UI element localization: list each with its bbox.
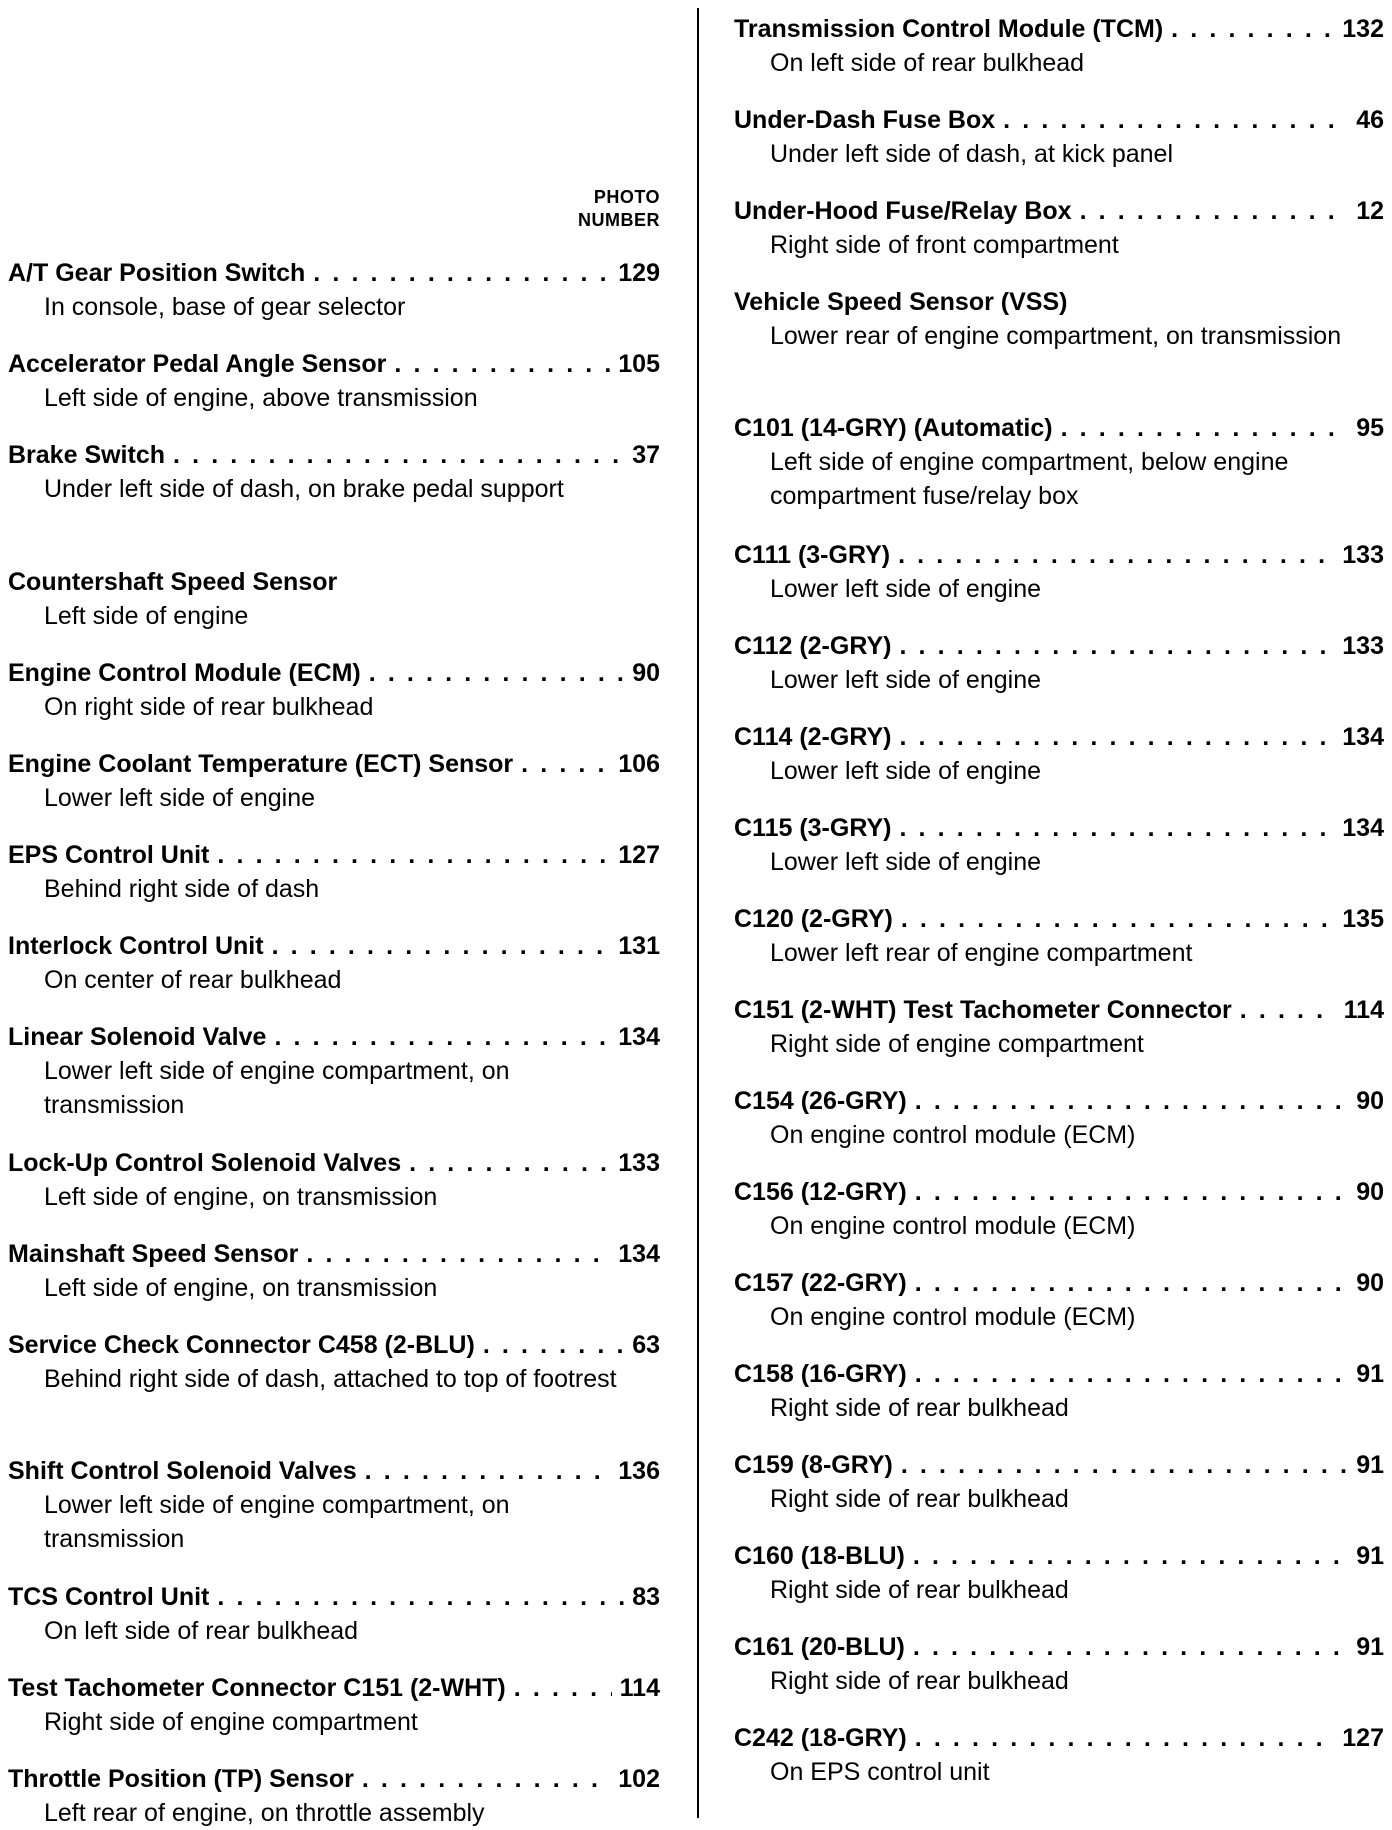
photo-number: 83 (632, 1583, 660, 1611)
entry-title-row (8, 1454, 660, 1488)
dot-leader (915, 1357, 1348, 1391)
location-entry (8, 256, 660, 324)
component-location: On engine control module (ECM) (770, 1121, 1136, 1149)
component-name: EPS Control Unit (8, 841, 210, 869)
photo-number: 102 (618, 1765, 660, 1793)
photo-number: 91 (1356, 1360, 1384, 1388)
component-location: On EPS control unit (770, 1758, 990, 1786)
entry-title-row (734, 1175, 1384, 1209)
location-entry (8, 347, 660, 415)
component-name: Accelerator Pedal Angle Sensor (8, 350, 387, 378)
entry-title-row (734, 1539, 1384, 1573)
component-location: Lower left side of engine (44, 784, 316, 812)
dot-leader (898, 538, 1334, 572)
component-location: Lower left side of engine (770, 666, 1042, 694)
dot-leader (306, 1237, 610, 1271)
entry-title-row (8, 1762, 660, 1796)
entry-title-row (8, 347, 660, 381)
component-location: On center of rear bulkhead (44, 966, 342, 994)
location-entry (734, 538, 1384, 606)
entry-title-row (734, 1448, 1384, 1482)
component-name: C161 (20-BLU) (734, 1633, 905, 1661)
component-name: Service Check Connector C458 (2-BLU) (8, 1331, 475, 1359)
component-location: Lower left side of engine (770, 575, 1042, 603)
component-name: TCS Control Unit (8, 1583, 210, 1611)
photo-number: 136 (618, 1457, 660, 1485)
component-name: Shift Control Solenoid Valves (8, 1457, 357, 1485)
component-location: Left side of engine, above transmission (44, 384, 478, 412)
photo-number: 134 (618, 1023, 660, 1051)
photo-number: 91 (1356, 1633, 1384, 1661)
photo-number: 131 (618, 932, 660, 960)
entry-title-row (734, 194, 1384, 228)
component-name: Brake Switch (8, 441, 166, 469)
location-entry (8, 1146, 660, 1214)
location-entry (734, 1539, 1384, 1607)
photo-number: 90 (632, 659, 660, 687)
photo-number: 135 (1342, 905, 1384, 933)
location-entry (734, 1630, 1384, 1698)
component-location: Right side of rear bulkhead (770, 1667, 1069, 1695)
entry-title-row (734, 538, 1384, 572)
entry-title-row (8, 1146, 660, 1180)
component-name: C154 (26-GRY) (734, 1087, 907, 1115)
dot-leader (394, 347, 610, 381)
photo-number: 133 (618, 1149, 660, 1177)
dot-leader (173, 438, 624, 472)
component-name: Interlock Control Unit (8, 932, 264, 960)
photo-number: 114 (619, 1674, 660, 1702)
location-entry (734, 194, 1384, 262)
dot-leader (362, 1762, 610, 1796)
dot-leader (217, 838, 610, 872)
component-name: C101 (14-GRY) (Automatic) (734, 414, 1053, 442)
component-location: On engine control module (ECM) (770, 1212, 1136, 1240)
entry-title-row (734, 1266, 1384, 1300)
location-entry (734, 902, 1384, 970)
location-entry (734, 12, 1384, 80)
component-name: Under-Dash Fuse Box (734, 106, 996, 134)
photo-header-line2: NUMBER (578, 210, 660, 230)
location-entry (734, 629, 1384, 697)
component-name: C120 (2-GRY) (734, 905, 893, 933)
component-location: On left side of rear bulkhead (770, 49, 1085, 77)
dot-leader (1080, 194, 1349, 228)
entry-title-row (734, 1630, 1384, 1664)
component-name: C111 (3-GRY) (734, 541, 891, 569)
location-entry (8, 747, 660, 815)
entry-title-row (734, 629, 1384, 663)
entry-title-row (8, 1580, 660, 1614)
entry-title-row (8, 929, 660, 963)
component-location: Lower left side of engine (770, 757, 1042, 785)
location-entry (734, 993, 1384, 1061)
dot-leader (409, 1146, 610, 1180)
entry-title-row (8, 1237, 660, 1271)
photo-number: 133 (1342, 632, 1384, 660)
entry-title-row (734, 720, 1384, 754)
component-location: Behind right side of dash (44, 875, 320, 903)
entry-title-row (8, 1671, 660, 1705)
location-entry (734, 1084, 1384, 1152)
location-entry (734, 1357, 1384, 1425)
location-entry (8, 1454, 660, 1556)
entry-title-row (734, 902, 1384, 936)
component-location: Left side of engine compartment, below engine compartment fuse/relay box (770, 448, 1289, 510)
photo-number: 114 (1343, 996, 1384, 1024)
entry-title-row (8, 1020, 660, 1054)
dot-leader (521, 747, 610, 781)
component-name: Lock-Up Control Solenoid Valves (8, 1149, 402, 1177)
entry-title-row (734, 285, 1384, 319)
photo-number: 90 (1356, 1178, 1384, 1206)
entry-title-row (734, 1084, 1384, 1118)
component-name: Test Tachometer Connector C151 (2-WHT) (8, 1674, 506, 1702)
component-location: Right side of rear bulkhead (770, 1576, 1069, 1604)
photo-number: 133 (1342, 541, 1384, 569)
component-name: Engine Control Module (ECM) (8, 659, 361, 687)
location-entry (734, 411, 1384, 513)
photo-number: 46 (1356, 106, 1384, 134)
dot-leader (1061, 411, 1349, 445)
dot-leader (913, 1539, 1348, 1573)
dot-leader (901, 902, 1334, 936)
dot-leader (272, 929, 611, 963)
location-entry (8, 565, 660, 633)
dot-leader (915, 1721, 1335, 1755)
location-entry (8, 1237, 660, 1305)
component-name: Throttle Position (TP) Sensor (8, 1765, 354, 1793)
dot-leader (915, 1266, 1348, 1300)
dot-leader (514, 1671, 612, 1705)
entry-title-row (8, 747, 660, 781)
photo-number: 105 (618, 350, 660, 378)
dot-leader (1171, 12, 1334, 46)
location-entry (734, 103, 1384, 171)
location-entry (734, 720, 1384, 788)
component-name: C156 (12-GRY) (734, 1178, 907, 1206)
component-location: Lower left side of engine (770, 848, 1042, 876)
entry-title-row (734, 1721, 1384, 1755)
component-location: Left side of engine, on transmission (44, 1183, 438, 1211)
entry-title-row (734, 411, 1384, 445)
component-name: C160 (18-BLU) (734, 1542, 905, 1570)
component-location: Left side of engine (44, 602, 249, 630)
component-location: Right side of front compartment (770, 231, 1119, 259)
entry-title-row (734, 993, 1384, 1027)
location-entry (8, 929, 660, 997)
entry-title-row (734, 1357, 1384, 1391)
entry-title-row (734, 811, 1384, 845)
dot-leader (313, 256, 610, 290)
location-entry (734, 1175, 1384, 1243)
dot-leader (901, 1448, 1348, 1482)
location-entry (8, 1671, 660, 1739)
column-divider (697, 8, 699, 1818)
component-name: C242 (18-GRY) (734, 1724, 907, 1752)
location-entry (8, 838, 660, 906)
photo-number: 134 (618, 1240, 660, 1268)
component-name: Vehicle Speed Sensor (VSS) (734, 288, 1068, 316)
component-name: Engine Coolant Temperature (ECT) Sensor (8, 750, 514, 778)
component-location: Lower left side of engine compartment, on transmission (44, 1057, 510, 1119)
location-entry (8, 1328, 660, 1396)
location-entry (8, 1020, 660, 1122)
component-name: Transmission Control Module (TCM) (734, 15, 1164, 43)
component-location: In console, base of gear selector (44, 293, 406, 321)
photo-number: 127 (1342, 1724, 1384, 1752)
component-name: C158 (16-GRY) (734, 1360, 907, 1388)
location-entry (734, 1721, 1384, 1789)
photo-number: 132 (1342, 15, 1384, 43)
dot-leader (915, 1084, 1348, 1118)
photo-number: 127 (618, 841, 660, 869)
entry-title-row (8, 1328, 660, 1362)
location-entry (8, 1762, 660, 1830)
component-name: Linear Solenoid Valve (8, 1023, 267, 1051)
entry-title-row (8, 565, 660, 599)
dot-leader (365, 1454, 611, 1488)
component-location: Right side of rear bulkhead (770, 1394, 1069, 1422)
dot-leader (899, 720, 1334, 754)
component-location: Under left side of dash, at kick panel (770, 140, 1174, 168)
photo-header-line1: PHOTO (593, 187, 660, 207)
component-location: Lower left side of engine compartment, on transmission (44, 1491, 510, 1553)
photo-number: 91 (1356, 1451, 1384, 1479)
dot-leader (913, 1630, 1348, 1664)
component-name: C112 (2-GRY) (734, 632, 892, 660)
photo-number: 12 (1356, 197, 1384, 225)
component-location: Right side of engine compartment (770, 1030, 1144, 1058)
component-name: Countershaft Speed Sensor (8, 568, 338, 596)
entry-title-row (8, 656, 660, 690)
component-name: C114 (2-GRY) (734, 723, 892, 751)
photo-number: 134 (1342, 814, 1384, 842)
dot-leader (1240, 993, 1336, 1027)
entry-title-row (8, 838, 660, 872)
location-entry (8, 438, 660, 506)
component-name: A/T Gear Position Switch (8, 259, 306, 287)
component-location: Lower rear of engine compartment, on transmission (770, 322, 1342, 350)
component-location: Right side of rear bulkhead (770, 1485, 1069, 1513)
dot-leader (899, 629, 1334, 663)
entry-title-row (8, 438, 660, 472)
dot-leader (217, 1580, 624, 1614)
component-location: Behind right side of dash, attached to top of footrest (44, 1365, 617, 1393)
photo-number: 134 (1342, 723, 1384, 751)
component-name: C159 (8-GRY) (734, 1451, 893, 1479)
component-location: Right side of engine compartment (44, 1708, 418, 1736)
dot-leader (899, 811, 1334, 845)
photo-number: 37 (632, 441, 660, 469)
entry-title-row (734, 103, 1384, 137)
photo-number: 95 (1356, 414, 1384, 442)
dot-leader (274, 1020, 610, 1054)
component-location: On left side of rear bulkhead (44, 1617, 359, 1645)
dot-leader (1003, 103, 1348, 137)
photo-number: 91 (1356, 1542, 1384, 1570)
photo-number: 90 (1356, 1087, 1384, 1115)
component-location: Left side of engine, on transmission (44, 1274, 438, 1302)
component-location: On right side of rear bulkhead (44, 693, 374, 721)
component-name: C151 (2-WHT) Test Tachometer Connector (734, 996, 1232, 1024)
component-name: C157 (22-GRY) (734, 1269, 907, 1297)
entry-title-row (734, 12, 1384, 46)
location-entry (734, 811, 1384, 879)
component-name: Mainshaft Speed Sensor (8, 1240, 299, 1268)
dot-leader (483, 1328, 624, 1362)
photo-number-header (578, 186, 660, 232)
photo-number: 106 (618, 750, 660, 778)
dot-leader (369, 656, 624, 690)
component-name: C115 (3-GRY) (734, 814, 892, 842)
component-location: On engine control module (ECM) (770, 1303, 1136, 1331)
location-entry (734, 1266, 1384, 1334)
location-entry (8, 656, 660, 724)
component-name: Under-Hood Fuse/Relay Box (734, 197, 1072, 225)
dot-leader (915, 1175, 1348, 1209)
component-location: Under left side of dash, on brake pedal support (44, 475, 564, 503)
photo-number: 129 (618, 259, 660, 287)
entry-title-row (8, 256, 660, 290)
component-location: Lower left rear of engine compartment (770, 939, 1193, 967)
location-entry (734, 285, 1384, 353)
component-location: Left rear of engine, on throttle assembly (44, 1799, 485, 1827)
location-entry (734, 1448, 1384, 1516)
photo-number: 90 (1356, 1269, 1384, 1297)
location-entry (8, 1580, 660, 1648)
photo-number: 63 (632, 1331, 660, 1359)
